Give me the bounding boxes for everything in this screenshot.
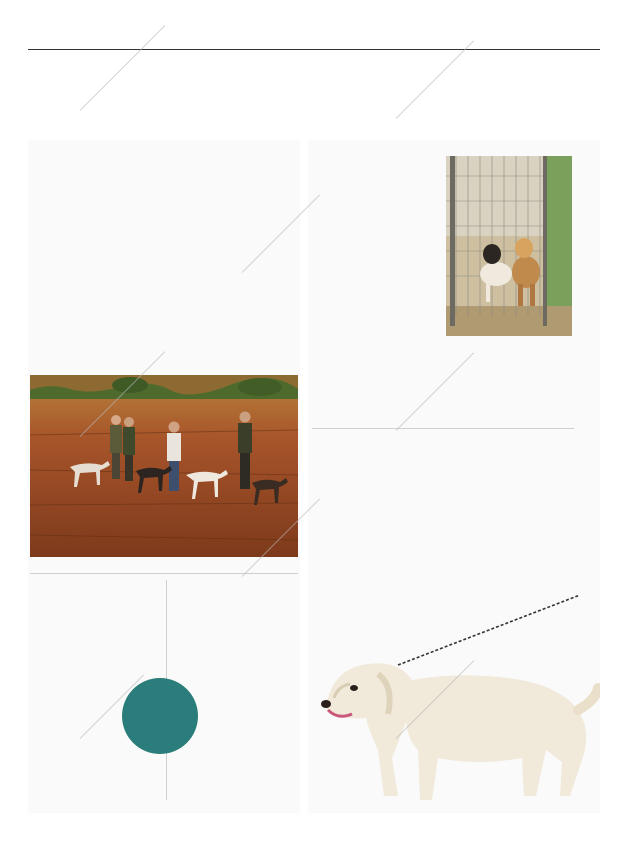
watermark-line	[80, 25, 166, 111]
hunter-figure	[238, 412, 252, 490]
badge-enfado	[122, 678, 198, 754]
retriever	[321, 663, 598, 800]
masthead	[31, 33, 35, 40]
shelter-photo	[446, 156, 572, 336]
header-rule	[28, 49, 600, 50]
divider	[312, 428, 574, 429]
retriever-photo	[308, 590, 600, 812]
divider	[30, 573, 298, 574]
hunters-photo	[30, 375, 298, 557]
watermark-line	[396, 40, 474, 118]
